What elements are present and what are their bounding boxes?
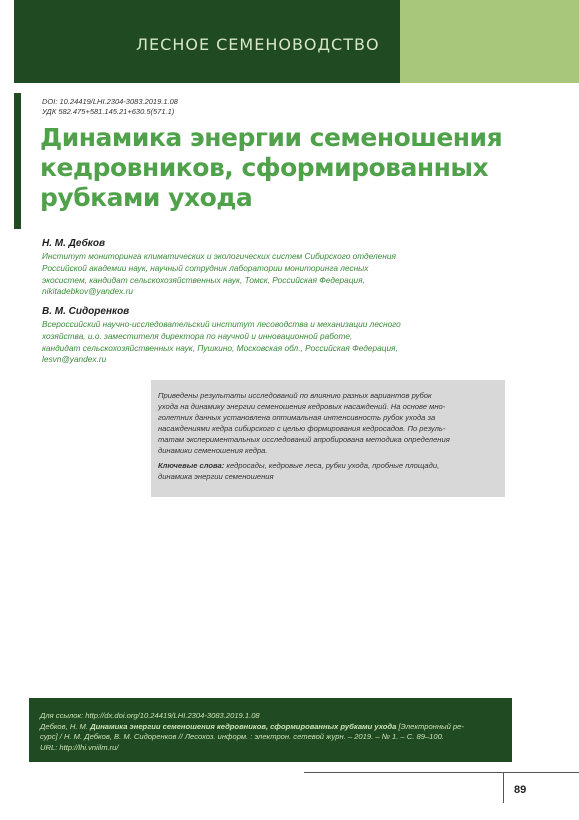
- abstract-line: ухода на динамику энергии семеношения кедровых насаждений. На основе мно-: [158, 402, 446, 411]
- header-accent: [400, 0, 579, 83]
- title-line: рубками ухода: [40, 183, 253, 212]
- citation-line: [40, 722, 500, 733]
- page-number: 89: [514, 784, 527, 796]
- citation-resource: [Электронный ре-: [396, 721, 464, 731]
- title-line: Динамика энергии семеношения: [40, 123, 503, 152]
- affiliation-line: экосистем, кандидат сельскохозяйственных наук, Томск, Российская Федерация,: [42, 274, 365, 285]
- abstract: [158, 390, 496, 482]
- abstract-line: динамики семеношения кедра.: [158, 446, 268, 455]
- keywords: [158, 460, 496, 471]
- affiliation-line: Институт мониторинга климатических и экологических систем Сибирского отделения: [42, 251, 396, 261]
- author-name: Н. М. Дебков: [42, 238, 105, 249]
- author-email[interactable]: nikitadebkov@yandex.ru: [42, 286, 133, 297]
- abstract-line: Приведены результаты исследований по влиянию разных вариантов рубок: [158, 391, 432, 400]
- citation-title: Динамика энергии семеношения кедровников, сформированных рубками ухода: [90, 721, 397, 731]
- author-affiliation: [42, 251, 472, 298]
- udk: УДК 582.475+581.145.21+630.5(571.1): [42, 107, 175, 116]
- title-side-bar: [14, 93, 21, 229]
- article-title: [40, 123, 503, 213]
- affiliation-line: кандидат сельскохозяйственных наук, Пушкино, Московская обл., Российская Федерация,: [42, 342, 398, 353]
- abstract-line: голетних данных установлена оптимальная интенсивность рубок ухода за: [158, 413, 436, 422]
- doi: DOI: 10.24419/LHI.2304-3083.2019.1.08: [42, 97, 178, 106]
- author-affiliation: [42, 319, 472, 366]
- title-line: кедровников, сформированных: [40, 153, 489, 182]
- citation-url[interactable]: URL: http://lhi.vniilm.ru/: [40, 742, 119, 752]
- affiliation-line: хозяйства, и.о. заместителя директора по научной и инновационной работе,: [42, 330, 353, 341]
- citation-line: сурс] / Н. М. Дебков, В. М. Сидоренков // Лесохоз. информ. : электрон. сетевой журн. – 2019. – № 1. – С. 89–100.: [40, 732, 444, 741]
- affiliation-line: Всероссийский научно-исследовательский институт лесоводства и механизации лесного: [42, 319, 401, 329]
- footer-divider: [503, 772, 504, 803]
- keywords-label: Ключевые слова:: [158, 461, 225, 470]
- keywords-text-continued: динамика энергии семеношения: [158, 472, 274, 481]
- affiliation-line: Российской академии наук, научный сотрудник лаборатории мониторинга лесных: [42, 262, 369, 273]
- citation-link[interactable]: Для ссылок: http://dx.doi.org/10.24419/LHI.2304-3083.2019.1.08: [40, 711, 260, 720]
- keywords-text: кедросады, кедровые леса, рубки ухода, пробные площади,: [226, 461, 440, 470]
- citation: [40, 711, 500, 753]
- author-name: В. М. Сидоренков: [42, 306, 130, 317]
- article-meta: [42, 97, 178, 117]
- header-band: [14, 0, 400, 83]
- abstract-line: насаждениями кедра сибирского с целью формирования кедросадов. По резуль-: [158, 424, 446, 433]
- footer-rule: [304, 772, 579, 773]
- section-title: ЛЕСНОЕ СЕМЕНОВОДСТВО: [136, 35, 380, 54]
- citation-authors: Дебков, Н. М.: [40, 721, 91, 731]
- abstract-line: татам экспериментальных исследований апробирована методика определения: [158, 435, 450, 444]
- author-email[interactable]: lesvn@yandex.ru: [42, 354, 107, 365]
